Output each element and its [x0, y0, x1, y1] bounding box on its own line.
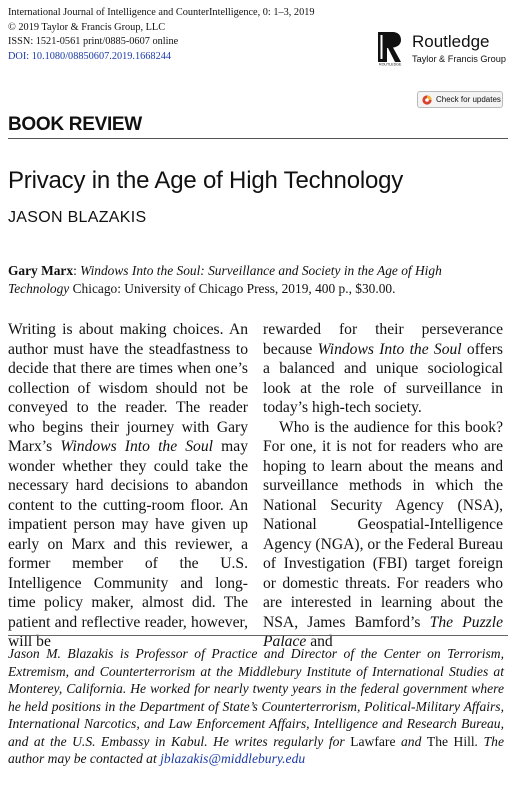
cited-book-title: Windows Into the Soul: Surveillance and Society in the Age of High Technology — [8, 263, 442, 296]
paragraph-text: Who is the audience for this book? For one, it is not for readers who are hoping to learn about the means and surveillance methods in which the National Security Agency (NSA), National Geospatial-Intelligence Agency (NGA), or the Federal Bureau of Investigation (FBI) target foreign or domestic threats. For readers who are interested in learning about the NSA, James Bamford’s — [263, 418, 503, 631]
section-label: BOOK REVIEW — [8, 114, 142, 135]
paragraph-text: Writing is about making choices. An author must have the steadfastness to decide that there are times when one’s collection of wisdom should not be conveyed to the reader. The reader who begins their journey with Gary Marx’s — [8, 321, 248, 455]
author-bio — [8, 645, 504, 768]
paragraph-text: may wonder whether they could take the necessary hard decisions to abandon content to the cutting-room floor. An impatient person may have given up early on Marx and this reviewer, a former member of the U.S. Intelligence Community and long-time policy maker, almost did. The patient and reflective reader, however, will be — [8, 438, 248, 650]
footnote-divider — [8, 635, 508, 636]
routledge-logo-icon — [378, 32, 402, 66]
bio-text: . The author may be contacted at — [8, 733, 505, 766]
check-for-updates-label: Check for updates — [436, 95, 501, 104]
paragraph — [8, 320, 248, 652]
outlet-name: The Hill — [426, 733, 475, 749]
cited-author: Gary Marx — [8, 263, 74, 278]
copyright-line: © 2019 Taylor & Francis Group, LLC — [8, 21, 166, 33]
book-title-inline: Windows Into the Soul — [317, 340, 462, 358]
paragraph-text: offers a balanced and unique sociological look at the role of surveillance in today’s high-tech society. — [263, 340, 503, 416]
body-column-left — [8, 320, 248, 652]
article-author: JASON BLAZAKIS — [8, 209, 147, 226]
publisher-name: Routledge — [412, 32, 490, 51]
svg-text:ROUTLEDGE: ROUTLEDGE — [379, 62, 402, 66]
issn-line: ISSN: 1521-0561 print/0885-0607 online — [8, 36, 179, 47]
paragraph — [263, 418, 503, 652]
paragraph-text: rewarded for their perseverance because — [263, 321, 503, 358]
publisher-logo — [378, 32, 508, 72]
header-divider — [8, 138, 508, 139]
body-column-right — [263, 320, 503, 652]
outlet-name: Lawfare — [350, 733, 396, 749]
book-title-inline: Windows Into the Soul — [60, 438, 213, 455]
journal-line: International Journal of Intelligence and CounterIntelligence, 0: 1–3, 2019 — [8, 7, 315, 18]
check-for-updates-button[interactable] — [417, 91, 503, 108]
paragraph — [263, 320, 503, 418]
crossmark-icon — [422, 95, 432, 105]
book-title-inline: The Puzzle Palace — [263, 613, 503, 650]
author-email-link[interactable]: jblazakis@middlebury.edu — [160, 751, 306, 766]
bio-text: and — [395, 733, 427, 749]
citation-details: Chicago: University of Chicago Press, 2019, 400 p., $30.00. — [69, 281, 396, 296]
paragraph-text: and — [306, 633, 333, 650]
article-header — [8, 6, 338, 64]
book-citation — [8, 262, 498, 298]
citation-separator: : — [73, 263, 81, 278]
publisher-group: Taylor & Francis Group — [412, 54, 506, 64]
doi-link[interactable]: DOI: 10.1080/08850607.2019.1668244 — [8, 50, 172, 62]
bio-text: Jason M. Blazakis is Professor of Practice and Director of the Center on Terrorism, Extremism, and Counterterrorism at the Middlebury Institute of International Studies at Monterey, California. He worked for nearly twenty years in the federal government where he held positions in the Department of State’s Counterterrorism, Political-Military Affairs, International Narcotics, and Law Enforcement Affairs, Intelligence and Research Bureau, and at the U.S. Embassy in Kabul. He writes regularly for — [8, 646, 504, 749]
article-title: Privacy in the Age of High Technology — [8, 167, 404, 194]
